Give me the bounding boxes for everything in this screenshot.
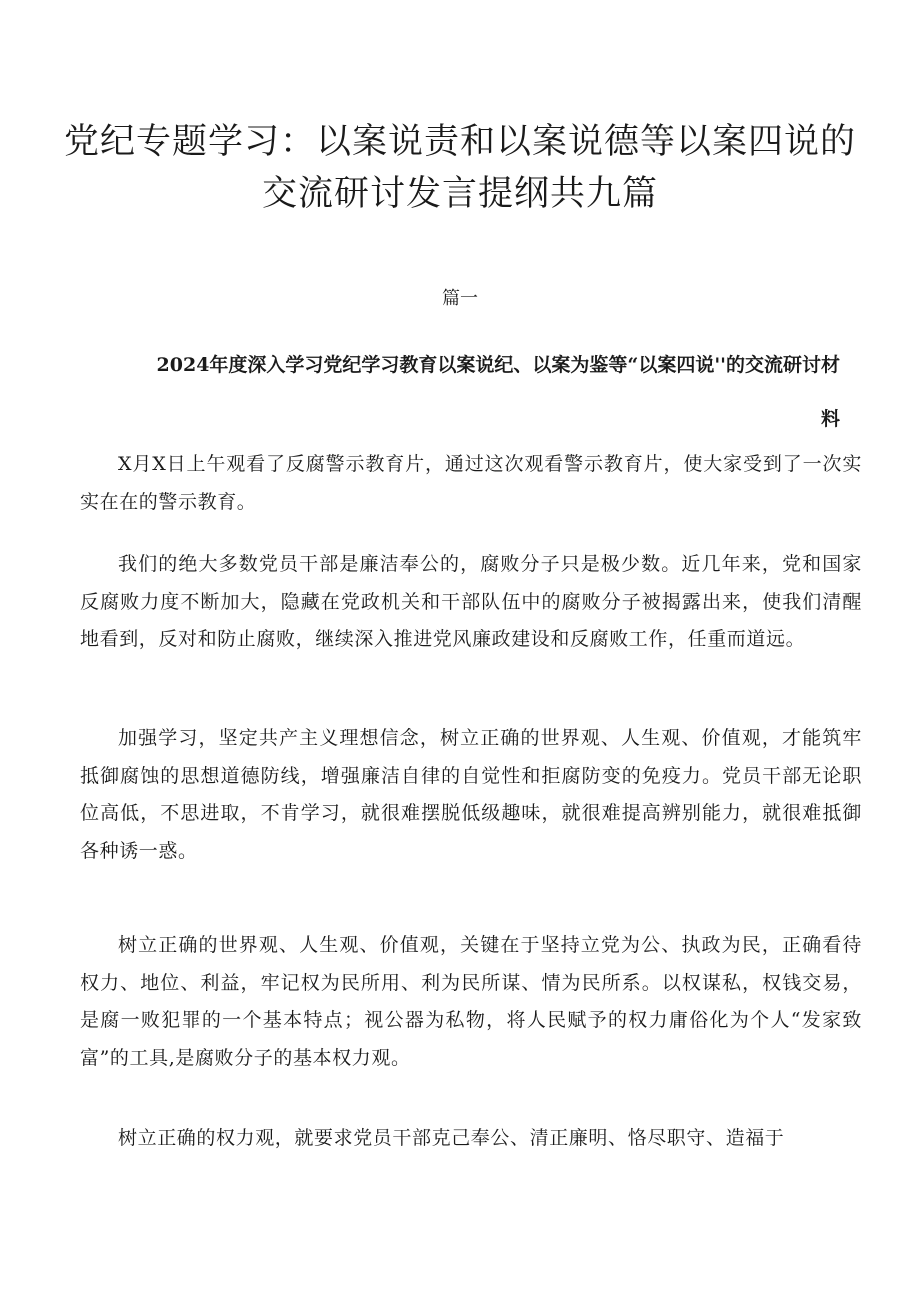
body-paragraph: 树立正确的世界观、人生观、价值观，关键在于坚持立党为公、执政为民，正确看待权力、地位、利益，牢记权为民所用、利为民所谋、情为民所系。以权谋私，权钱交易，是腐一败犯罪的一个基本特点；视公器为私物，将人民赋予的权力庸俗化为个人“发家致富”的工具,是腐败分子的基本权力观。 bbox=[80, 934, 862, 1069]
section-label: 篇一 bbox=[442, 288, 478, 309]
body-paragraph: 我们的绝大多数党员干部是廉洁奉公的，腐败分子只是极少数。近几年来，党和国家反腐败力度不断加大，隐藏在党政机关和干部队伍中的腐败分子被揭露出来，使我们清醒地看到，反对和防止腐败，继续深入推进党风廉政建设和反腐败工作，任重而道远。 bbox=[80, 553, 862, 650]
document-title: 党纪专题学习：以案说责和以案说德等以案四说的交流研讨发言提纲共九篇 bbox=[63, 122, 856, 214]
body-paragraph: 树立正确的权力观，就要求党员干部克己奉公、清正廉明、恪尽职守、造福于 bbox=[118, 1127, 785, 1149]
body-paragraph: X月X日上午观看了反腐警示教育片，通过这次观看警示教育片，使大家受到了一次实实在在的警示教育。 bbox=[80, 453, 862, 513]
section-subtitle: 2024年度深入学习党纪学习教育以案说纪、以案为鉴等“以案四说''的交流研讨材料 bbox=[156, 354, 840, 430]
body-paragraph: 加强学习，坚定共产主义理想信念，树立正确的世界观、人生观、价值观，才能筑牢抵御腐蚀的思想道德防线，增强廉洁自律的自觉性和拒腐防变的免疫力。党员干部无论职位高低，不思进取，不肯学习，就很难摆脱低级趣味，就很难提高辨别能力，就很难抵御各种诱一惑。 bbox=[80, 727, 862, 862]
